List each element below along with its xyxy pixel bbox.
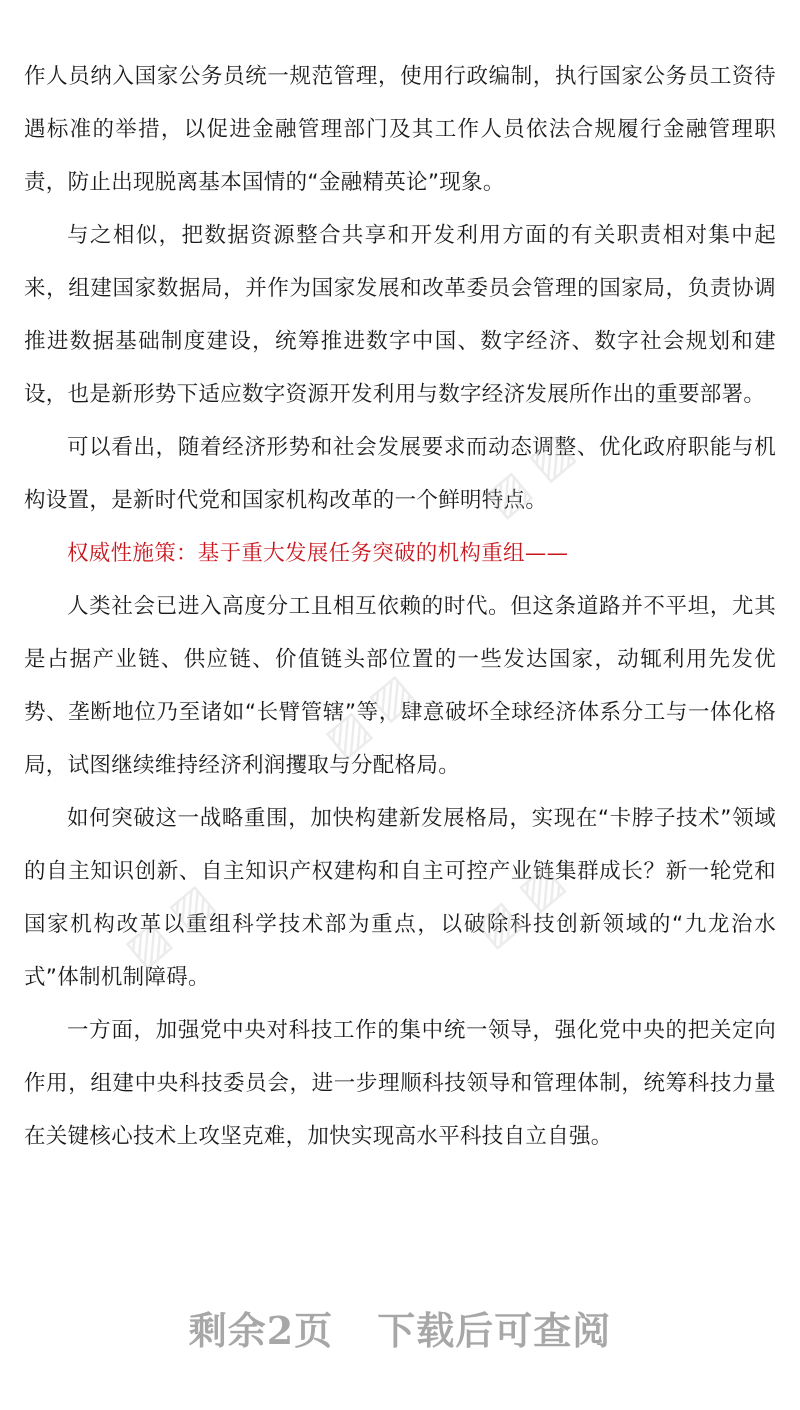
watermark: ▨ ▨ [315,664,424,767]
paragraph-5: 如何突破这一战略重围，加快构建新发展格局，实现在“卡脖子技术”领域的自主知识创新、自主知识产权建构和自主可控产业链集群成长？新一轮党和国家机构改革以重组科学技术部为重点，以破除科技创新领域的“九龙治水式”体制机制障碍。 [24,806,776,990]
download-to-view-text: 下载后可查阅 [377,1308,612,1353]
paragraph-4: 人类社会已进入高度分工且相互依赖的时代。但这条道路并不平坦，尤其是占据产业链、供应链、价值链头部位置的一些发达国家，动辄利用先发优势、垄断地位乃至诸如“长臂管辖”等，肆意破坏全球经济体系分工与一体化格局，试图继续维持经济利润攫取与分配格局。 [24,594,776,778]
paragraph-6: 一方面，加强党中央对科技工作的集中统一领导，强化党中央的把关定向作用，组建中央科技委员会，进一步理顺科技领导和管理体制，统筹科技力量在关键核心技术上攻坚克难，加快实现高水平科技自立自强。 [24,1018,776,1149]
paragraph-1: 作人员纳入国家公务员统一规范管理，使用行政编制，执行国家公务员工资待遇标准的举措，以促进金融管理部门及其工作人员依法合规履行金融管理职责，防止出现脱离基本国情的“金融精英论”现象。 [24,64,776,195]
paragraph-3: 可以看出，随着经济形势和社会发展要求而动态调整、优化政府职能与机构设置，是新时代党和国家机构改革的一个鲜明特点。 [24,435,776,513]
paragraph-2: 与之相似，把数据资源整合共享和开发利用方面的有关职责相对集中起来，组建国家数据局，并作为国家发展和改革委员会管理的国家局，负责协调推进数据基础制度建设，统筹推进数字中国、数字经济、数字社会规划和建设，也是新形势下适应数字资源开发利用与数字经济发展所作出的重要部署。 [24,223,776,407]
watermark: ▨ ▨ [115,874,224,977]
article-body [24,50,776,1163]
watermark: ▨ ▨ [465,854,574,957]
download-prompt[interactable] [0,1300,800,1355]
remaining-pages-text: 剩余2页 [188,1308,334,1353]
watermark: ▨ ▨ [475,424,584,527]
section-heading: 权威性施策：基于重大发展任务突破的机构重组—— [67,541,569,566]
